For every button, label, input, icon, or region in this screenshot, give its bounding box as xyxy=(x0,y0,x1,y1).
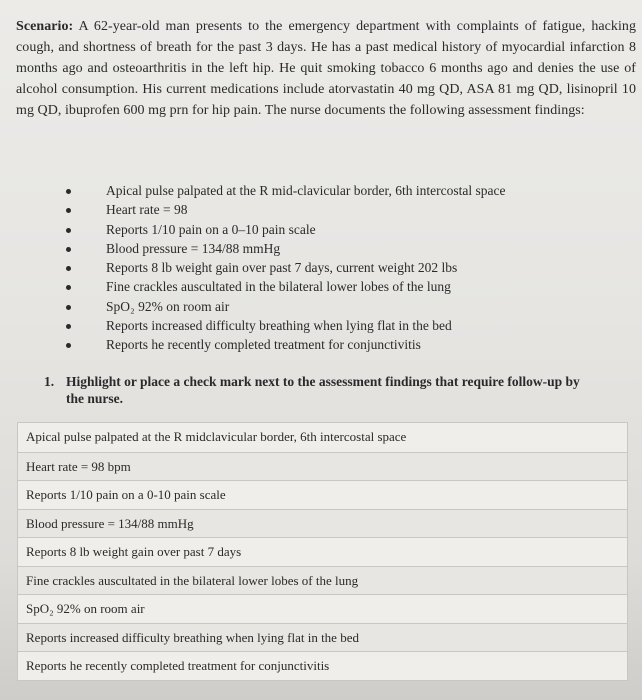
finding-item xyxy=(60,200,505,219)
answer-option[interactable]: Fine crackles auscultated in the bilateral lower lobes of the lung xyxy=(18,566,627,595)
finding-text: Reports 8 lb weight gain over past 7 days, current weight 202 lbs xyxy=(106,260,458,276)
bullet-icon xyxy=(66,208,71,213)
bullet-icon xyxy=(66,266,71,271)
answer-option[interactable]: Reports increased difficulty breathing when lying flat in the bed xyxy=(18,623,627,652)
answer-option[interactable]: Reports he recently completed treatment for conjunctivitis xyxy=(18,651,627,680)
finding-item xyxy=(60,220,505,239)
finding-item xyxy=(60,258,505,277)
finding-text: Reports increased difficulty breathing when lying flat in the bed xyxy=(106,318,452,334)
finding-text: Reports he recently completed treatment for conjunctivitis xyxy=(106,337,421,353)
scenario-text: A 62-year-old man presents to the emergency department with complaints of fatigue, hacking cough, and shortness of breath for the past 3 days. He has a past medical history of myocardial infarction 8 months ago and osteoarthritis in the left hip. He quit smoking tobacco 6 months ago and denies the use of alcohol consumption. His current medications include atorvastatin 40 mg QD, ASA 81 mg QD, lisinopril 10 mg QD, ibuprofen 600 mg prn for hip pain. The nurse documents the following assessment findings: xyxy=(16,19,637,118)
scenario-label: Scenario: xyxy=(16,19,74,34)
bullet-icon xyxy=(66,305,71,310)
finding-text: Apical pulse palpated at the R mid-clavicular border, 6th intercostal space xyxy=(106,183,506,198)
bullet-icon xyxy=(66,343,71,348)
assessment-findings-list xyxy=(60,181,505,355)
finding-item xyxy=(60,277,505,296)
finding-item xyxy=(60,181,505,200)
question-prompt xyxy=(44,373,619,407)
question-text-line-1: Highlight or place a check mark next to the assessment findings that require follow-up by xyxy=(66,374,580,389)
finding-text: Reports 1/10 pain on a 0–10 pain scale xyxy=(106,221,316,237)
answer-option[interactable]: Heart rate = 98 bpm xyxy=(18,452,627,481)
finding-item xyxy=(60,335,505,354)
bullet-icon xyxy=(66,285,71,290)
answer-option[interactable]: Reports 1/10 pain on a 0-10 pain scale xyxy=(18,480,627,509)
finding-text: SpO₂ 92% on room air xyxy=(106,298,230,314)
finding-text: Blood pressure = 134/88 mmHg xyxy=(106,240,281,256)
answer-option[interactable]: SpO₂ 92% on room air xyxy=(18,594,627,623)
bullet-icon xyxy=(66,247,71,252)
scenario-paragraph xyxy=(16,16,636,121)
answer-option[interactable]: Blood pressure = 134/88 mmHg xyxy=(18,509,627,538)
finding-item xyxy=(60,316,505,335)
bullet-icon xyxy=(66,228,71,233)
finding-item xyxy=(60,297,505,316)
finding-item xyxy=(60,239,505,258)
bullet-icon xyxy=(66,189,71,194)
question-number: 1. xyxy=(44,374,55,389)
question-line-1 xyxy=(44,373,619,390)
question-text-line-2: the nurse. xyxy=(66,391,123,406)
answer-options-table xyxy=(17,422,628,681)
finding-text: Fine crackles auscultated in the bilateral lower lobes of the lung xyxy=(106,279,451,295)
finding-text: Heart rate = 98 xyxy=(106,202,188,218)
answer-option[interactable]: Apical pulse palpated at the R midclavicular border, 6th intercostal space xyxy=(18,423,627,452)
bullet-icon xyxy=(66,324,71,329)
answer-option[interactable]: Reports 8 lb weight gain over past 7 days xyxy=(18,537,627,566)
